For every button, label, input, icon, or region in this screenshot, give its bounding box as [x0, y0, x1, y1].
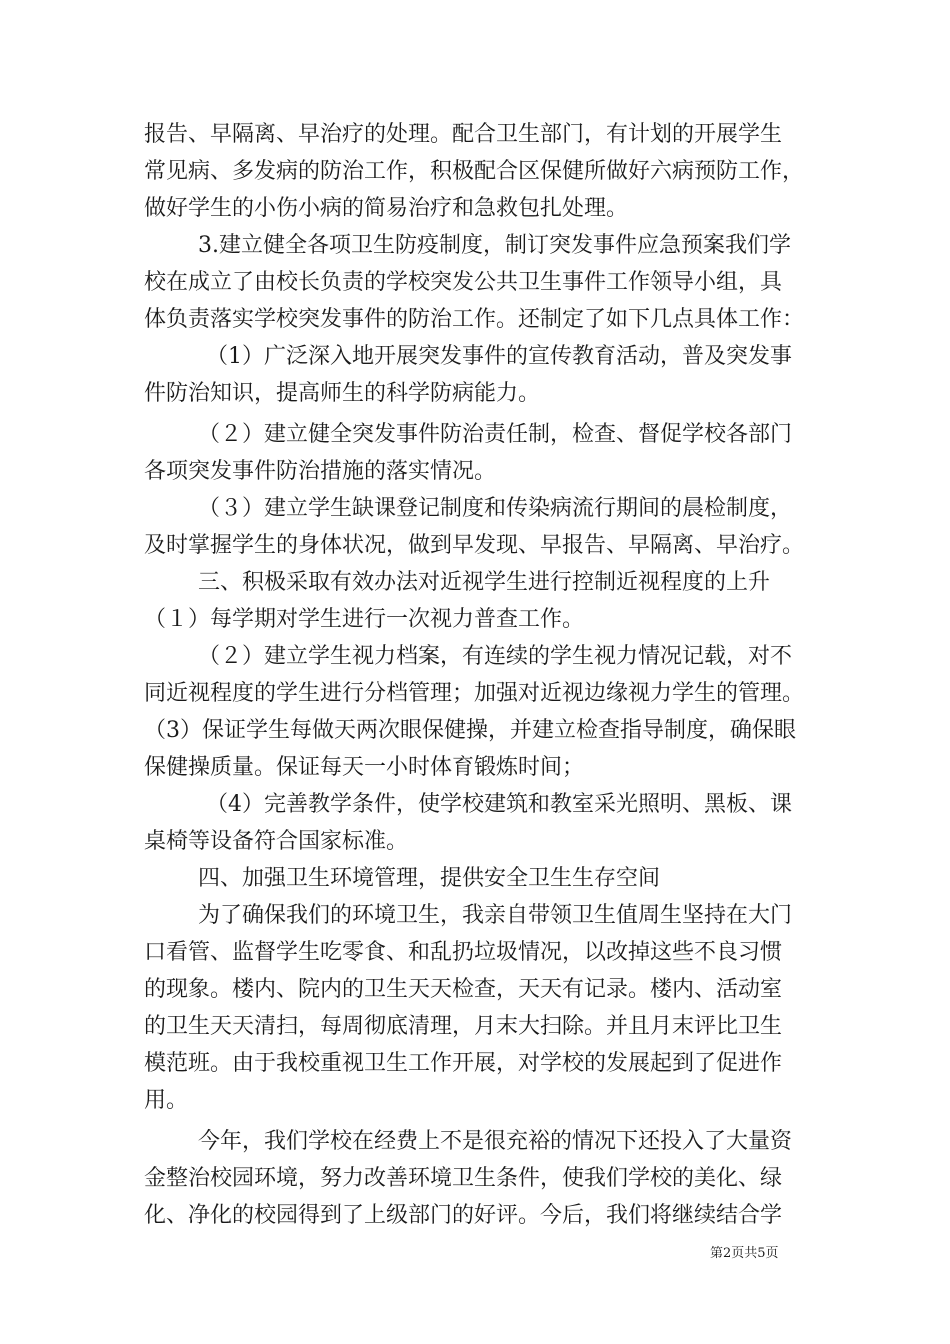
- text-line: 化、净化的校园得到了上级部门的好评。今后，我们将继续结合学: [144, 1203, 783, 1228]
- text-line: （4）完善教学条件，使学校建筑和教室采光照明、黑板、课: [206, 792, 792, 817]
- text-line: 件防治知识，提高师生的科学防病能力。: [144, 381, 541, 406]
- text-line: 四、加强卫生环境管理，提供安全卫生生存空间: [198, 866, 661, 891]
- text-line: 的卫生天天清扫，每周彻底清理，月末大扫除。并且月末评比卫生: [144, 1014, 783, 1039]
- text-line: 保健操质量。保证每天一小时体育锻炼时间；: [144, 755, 585, 780]
- text-line: 的现象。楼内、院内的卫生天天检查，天天有记录。楼内、活动室: [144, 977, 783, 1002]
- text-line: （２）建立健全突发事件防治责任制，检查、督促学校各部门: [198, 422, 793, 447]
- text-line: 模范班。由于我校重视卫生工作开展，对学校的发展起到了促进作: [144, 1051, 783, 1076]
- text-line: （３）建立学生缺课登记制度和传染病流行期间的晨检制度，: [198, 496, 793, 521]
- text-line: （１）每学期对学生进行一次视力普查工作。: [144, 607, 585, 632]
- text-line: 三、积极采取有效办法对近视学生进行控制近视程度的上升: [198, 570, 771, 595]
- text-line: 做好学生的小伤小病的简易治疗和急救包扎处理。: [144, 196, 629, 221]
- text-line: 3.建立健全各项卫生防疫制度，制订突发事件应急预案我们学: [198, 233, 791, 258]
- text-line: 同近视程度的学生进行分档管理；加强对近视边缘视力学生的管理。: [144, 681, 805, 706]
- text-line: 常见病、多发病的防治工作，积极配合区保健所做好六病预防工作，: [144, 159, 805, 184]
- text-line: 金整治校园环境，努力改善环境卫生条件，使我们学校的美化、绿: [144, 1166, 783, 1191]
- text-line: 桌椅等设备符合国家标准。: [144, 829, 409, 854]
- text-line: （２）建立学生视力档案，有连续的学生视力情况记载，对不: [198, 644, 793, 669]
- text-line: 口看管、监督学生吃零食、和乱扔垃圾情况，以改掉这些不良习惯: [144, 940, 783, 965]
- text-line: 各项突发事件防治措施的落实情况。: [144, 459, 497, 484]
- text-line: 今年，我们学校在经费上不是很充裕的情况下还投入了大量资: [198, 1129, 793, 1154]
- page-number: 第2页共5页: [710, 1246, 779, 1261]
- text-line: 体负责落实学校突发事件的防治工作。还制定了如下几点具体工作：: [144, 307, 805, 332]
- text-line: （1）广泛深入地开展突发事件的宣传教育活动，普及突发事: [206, 344, 792, 369]
- text-line: 报告、早隔离、早治疗的处理。配合卫生部门，有计划的开展学生: [144, 122, 783, 147]
- text-line: 为了确保我们的环境卫生，我亲自带领卫生值周生坚持在大门: [198, 903, 793, 928]
- text-line: （3）保证学生每做天两次眼保健操，并建立检查指导制度，确保眼: [144, 718, 796, 743]
- text-line: 用。: [144, 1088, 189, 1113]
- text-line: 校在成立了由校长负责的学校突发公共卫生事件工作领导小组，具: [144, 270, 783, 295]
- text-line: 及时掌握学生的身体状况，做到早发现、早报告、早隔离、早治疗。: [144, 533, 805, 558]
